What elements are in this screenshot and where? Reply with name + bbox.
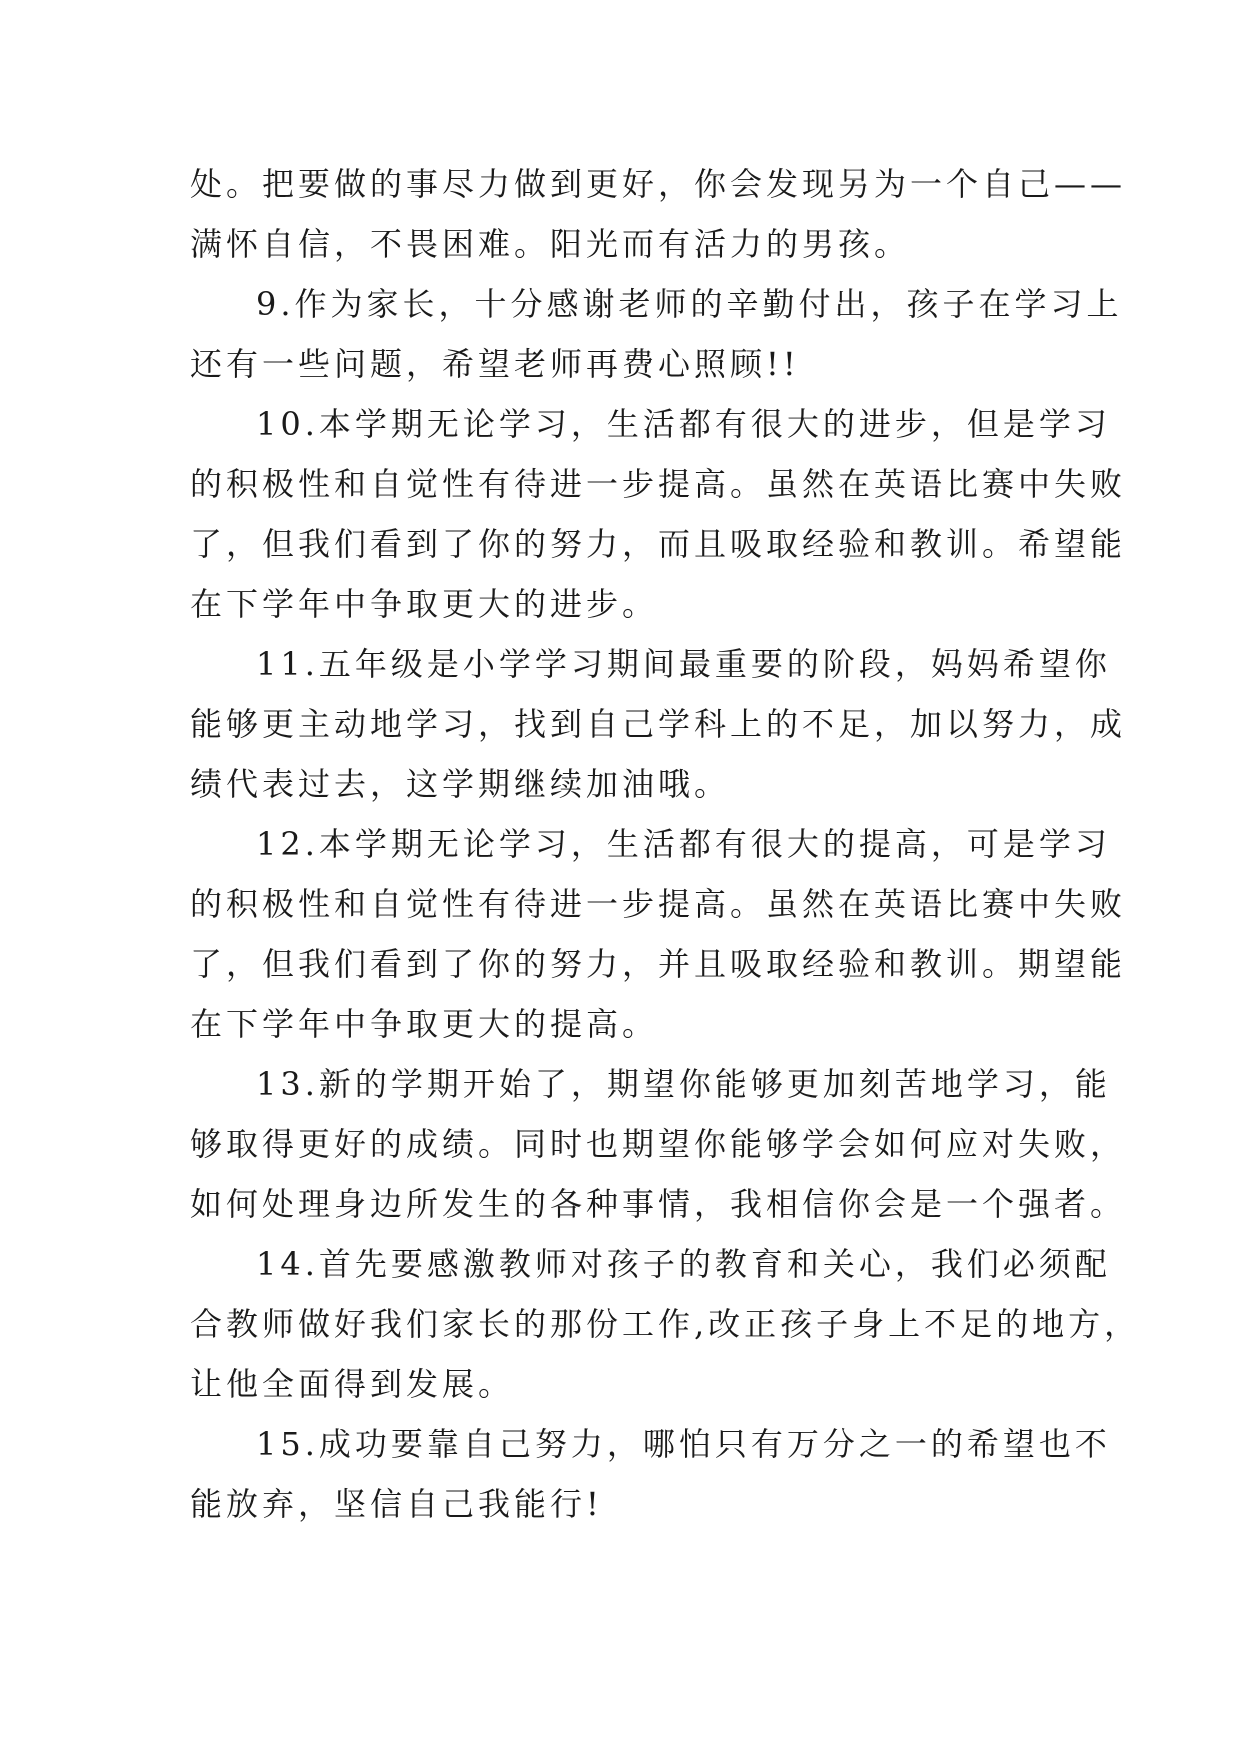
text-line: 在下学年中争取更大的提高。	[190, 1005, 659, 1043]
text-line: 15.成功要靠自己努力，哪怕只有万分之一的希望也不	[256, 1425, 1111, 1463]
text-line: 让他全面得到发展。	[190, 1365, 515, 1403]
text-line: 绩代表过去，这学期继续加油哦。	[190, 765, 731, 803]
text-line: 13.新的学期开始了，期望你能够更加刻苦地学习，能	[256, 1065, 1111, 1103]
text-line: 够取得更好的成绩。同时也期望你能够学会如何应对失败，	[190, 1125, 1127, 1163]
paragraph-10	[190, 394, 1127, 634]
text-line: 合教师做好我们家长的那份工作,改正孩子身上不足的地方，	[190, 1305, 1141, 1343]
text-line: 处。把要做的事尽力做到更好，你会发现另为一个自己——	[190, 165, 1127, 203]
paragraph-11	[190, 634, 1127, 814]
text-line: 10.本学期无论学习，生活都有很大的进步，但是学习	[256, 405, 1111, 443]
text-line: 12.本学期无论学习，生活都有很大的提高，可是学习	[256, 825, 1111, 863]
text-line: 能够更主动地学习，找到自己学科上的不足，加以努力，成	[190, 705, 1127, 743]
text-line: 能放弃，坚信自己我能行!	[190, 1485, 603, 1523]
paragraph-12	[190, 814, 1127, 1054]
paragraph-9	[190, 274, 1123, 394]
text-line: 了，但我们看到了你的努力，并且吸取经验和教训。期望能	[190, 945, 1127, 983]
paragraph-13	[190, 1054, 1127, 1234]
text-line: 9.作为家长，十分感谢老师的辛勤付出，孩子在学习上	[256, 285, 1123, 323]
text-line: 在下学年中争取更大的进步。	[190, 585, 659, 623]
text-line: 了，但我们看到了你的努力，而且吸取经验和教训。希望能	[190, 525, 1127, 563]
text-line: 的积极性和自觉性有待进一步提高。虽然在英语比赛中失败	[190, 885, 1127, 923]
text-line: 满怀自信，不畏困难。阳光而有活力的男孩。	[190, 225, 911, 263]
text-line: 如何处理身边所发生的各种事情，我相信你会是一个强者。	[190, 1185, 1127, 1223]
paragraph-14	[190, 1234, 1141, 1414]
text-line: 的积极性和自觉性有待进一步提高。虽然在英语比赛中失败	[190, 465, 1127, 503]
paragraph-continuation	[190, 154, 1127, 274]
text-line: 11.五年级是小学学习期间最重要的阶段，妈妈希望你	[256, 645, 1111, 683]
text-line: 还有一些问题，希望老师再费心照顾!!	[190, 345, 800, 383]
document-body	[190, 154, 1141, 1534]
paragraph-15	[190, 1414, 1111, 1534]
text-line: 14.首先要感激教师对孩子的教育和关心，我们必须配	[256, 1245, 1111, 1283]
